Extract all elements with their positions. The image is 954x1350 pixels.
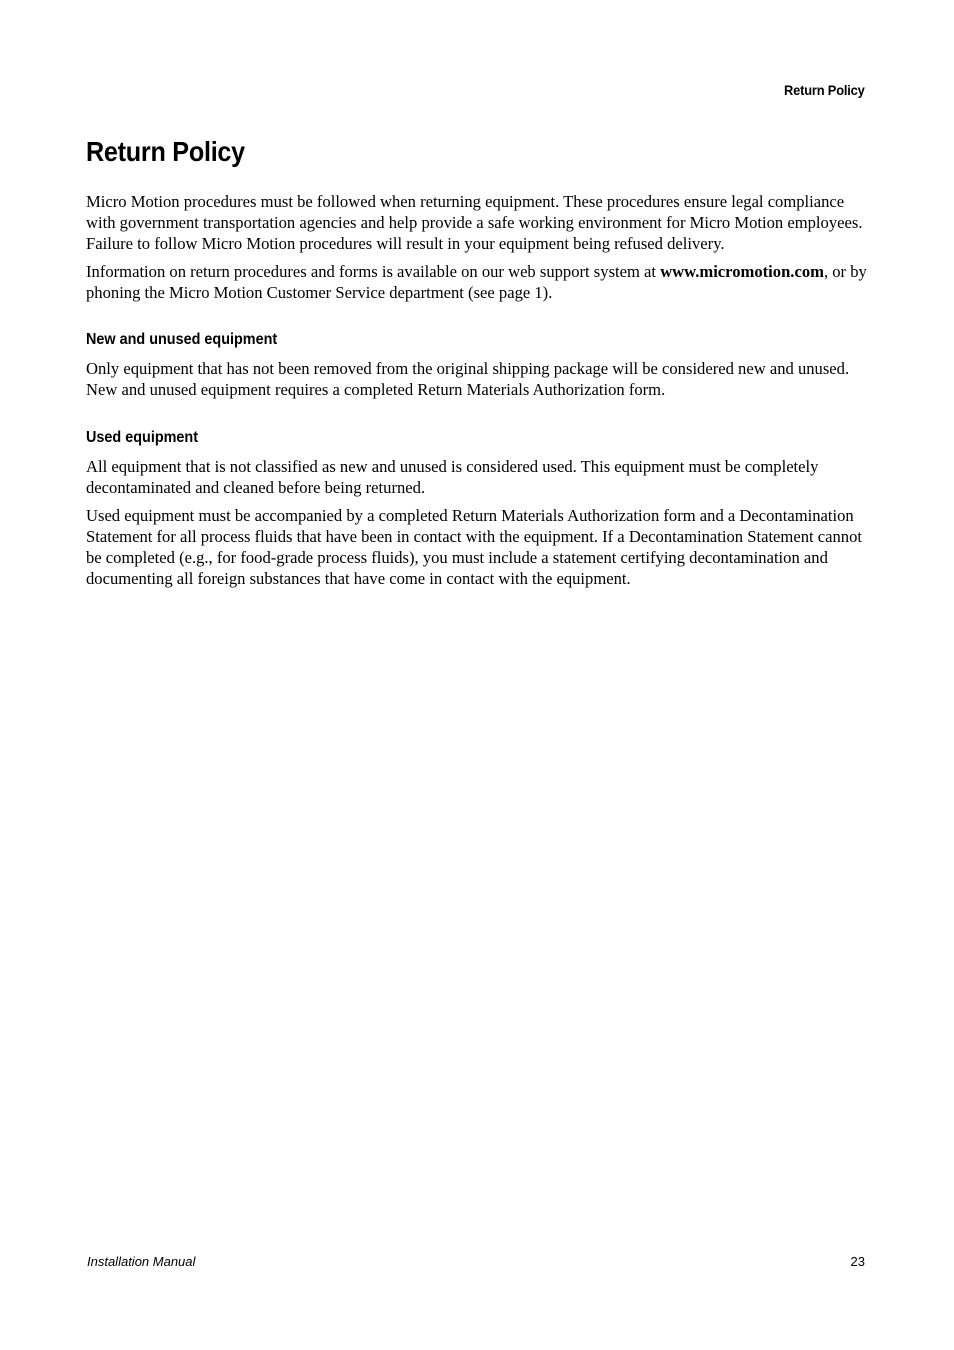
section-new-unused-equipment <box>86 330 868 400</box>
intro-paragraph-2-lead: Information on return procedures and forms is available on our web support system at <box>86 262 661 281</box>
footer-document-name: Installation Manual <box>87 1254 196 1269</box>
section-heading-new-unused: New and unused equipment <box>86 331 278 348</box>
intro-paragraph-2-tail: , or by phoning the Micro Motion Customer Service department (see page 1). <box>86 262 867 302</box>
section-heading-used: Used equipment <box>86 429 199 446</box>
running-header: Return Policy <box>784 82 865 98</box>
website-link[interactable]: www.micromotion.com <box>660 262 824 281</box>
section-used-equipment <box>86 428 868 589</box>
used-paragraph-2: Used equipment must be accompanied by a completed Return Materials Authorization form and a Decontamination Statement for all process fluids that have been in contact with the equipment. If a Decontamination Statement cannot be completed (e.g., for food-grade process fluids), you must include a statement certifying decontamination and documenting all foreign substances that have come in contact with the equipment. <box>86 506 862 588</box>
intro-paragraph-1: Micro Motion procedures must be followed when returning equipment. These procedures ensure legal compliance with government transportation agencies and help provide a safe working environment for Micro Motion employees. Failure to follow Micro Motion procedures will result in your equipment being refused delivery. <box>86 192 863 253</box>
intro-paragraph-2 <box>86 261 868 303</box>
footer-page-number: 23 <box>850 1254 865 1269</box>
page-title: Return Policy <box>86 136 245 167</box>
new-unused-paragraph-1: Only equipment that has not been removed from the original shipping package will be considered new and unused. New and unused equipment requires a completed Return Materials Authorization form. <box>86 359 850 399</box>
used-paragraph-1: All equipment that is not classified as new and unused is considered used. This equipment must be completely decontaminated and cleaned before being returned. <box>86 457 819 497</box>
page-content <box>86 134 868 596</box>
